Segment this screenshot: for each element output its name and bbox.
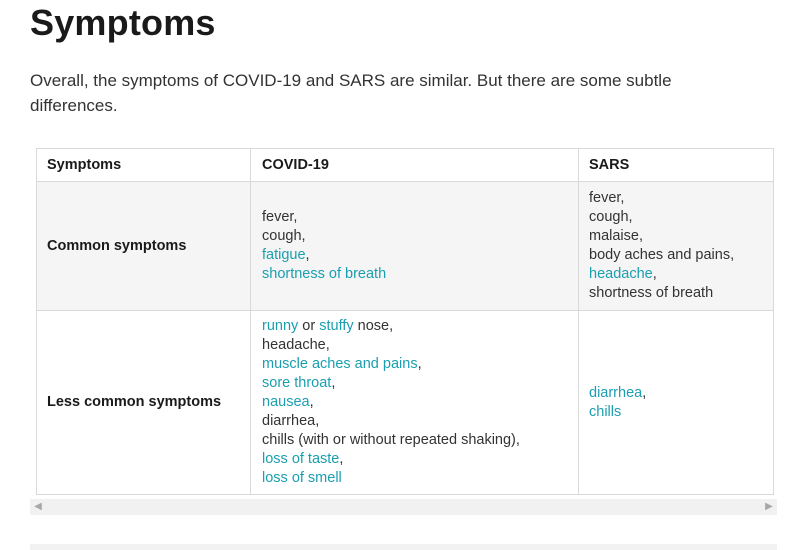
symptom-link[interactable]: muscle aches and pains — [262, 356, 418, 372]
symptom-separator: , — [652, 266, 657, 282]
table-row-common — [37, 182, 774, 311]
symptom-link[interactable]: fatigue — [262, 247, 306, 263]
symptom-item — [262, 374, 568, 393]
symptom-link[interactable]: sore throat — [262, 375, 332, 391]
symptom-item — [262, 246, 568, 265]
table-row-less-common — [37, 311, 774, 495]
chevron-right-icon[interactable]: ▶ — [765, 501, 773, 512]
symptom-nose-text: nose, — [353, 318, 394, 334]
symptom-item — [262, 355, 568, 374]
next-section-strip — [30, 544, 777, 550]
header-sars: SARS — [579, 149, 774, 182]
symptom-text: headache, — [262, 337, 330, 353]
symptom-item — [589, 284, 763, 303]
symptom-or-text: or — [298, 318, 320, 334]
symptom-item — [589, 227, 763, 246]
symptom-link[interactable]: nausea — [262, 394, 310, 410]
symptom-item — [262, 227, 568, 246]
symptom-item — [589, 265, 763, 284]
cell-covid-common — [251, 182, 579, 311]
symptom-item — [262, 469, 568, 488]
symptom-item — [262, 265, 568, 284]
header-covid: COVID-19 — [251, 149, 579, 182]
symptoms-table — [36, 148, 774, 495]
symptom-text: body aches and pains, — [589, 247, 735, 263]
symptom-link[interactable]: loss of taste — [262, 451, 340, 467]
symptom-separator: , — [417, 356, 422, 372]
symptom-item — [589, 246, 763, 265]
symptom-link[interactable]: loss of smell — [262, 470, 342, 486]
table-header-row — [37, 149, 774, 182]
symptom-text: fever, — [589, 190, 625, 206]
header-symptoms: Symptoms — [37, 149, 251, 182]
symptom-link-stuffy[interactable]: stuffy — [319, 318, 354, 334]
symptom-link[interactable]: diarrhea — [589, 384, 643, 401]
symptom-item — [262, 412, 568, 431]
symptom-item — [262, 393, 568, 412]
symptom-item — [262, 450, 568, 469]
symptom-separator: , — [309, 394, 314, 410]
horizontal-scrollbar[interactable] — [30, 499, 777, 515]
page-heading: Symptoms — [30, 2, 216, 43]
cell-sars-less-common — [579, 311, 774, 495]
symptom-item — [589, 403, 763, 422]
row-label-common: Common symptoms — [37, 182, 251, 311]
cell-sars-common — [579, 182, 774, 311]
intro-paragraph: Overall, the symptoms of COVID-19 and SARS are similar. But there are some subtle differences. — [30, 71, 672, 115]
symptom-text: cough, — [262, 228, 306, 244]
symptoms-table-container — [36, 148, 773, 495]
symptom-item — [262, 431, 568, 450]
cell-covid-less-common — [251, 311, 579, 495]
symptom-text: cough, — [589, 209, 633, 225]
symptom-separator: , — [339, 451, 344, 467]
symptom-link-runny[interactable]: runny — [262, 318, 299, 334]
symptom-separator: , — [305, 247, 310, 263]
symptom-item — [262, 336, 568, 355]
symptom-text: malaise, — [589, 228, 643, 244]
symptom-text: chills (with or without repeated shaking), — [262, 432, 520, 448]
symptom-item — [589, 208, 763, 227]
symptom-item — [589, 189, 763, 208]
symptom-link[interactable]: headache — [589, 266, 653, 282]
symptom-text: diarrhea, — [262, 413, 320, 429]
symptom-separator: , — [642, 384, 647, 401]
symptom-line-runny-stuffy — [262, 317, 568, 336]
symptom-text: shortness of breath — [589, 285, 714, 301]
symptom-link[interactable]: shortness of breath — [262, 266, 387, 282]
symptom-link[interactable]: chills — [589, 403, 622, 420]
chevron-left-icon[interactable]: ◀ — [34, 501, 42, 512]
symptom-separator: , — [331, 375, 336, 391]
symptom-text: fever, — [262, 209, 298, 225]
row-label-less-common: Less common symptoms — [37, 311, 251, 495]
symptom-item — [262, 208, 568, 227]
symptom-item — [589, 384, 763, 403]
